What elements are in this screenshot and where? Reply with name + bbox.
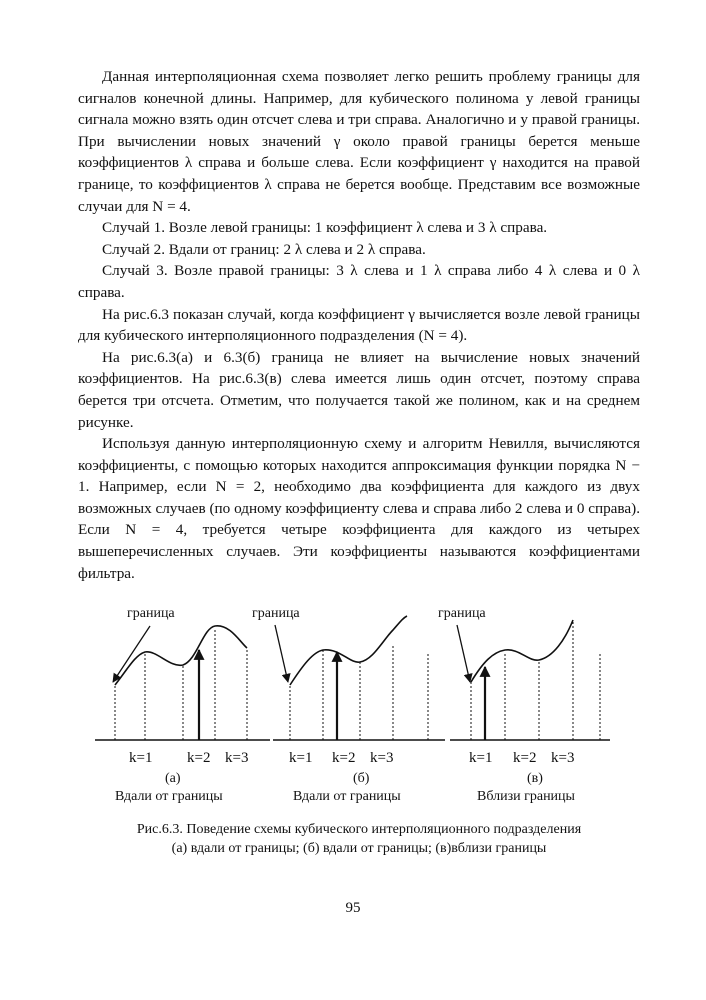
caption-line-1: Рис.6.3. Поведение схемы кубического интерполяционного подразделения [136,822,582,837]
paragraph-figure-ref: На рис.6.3 показан случай, когда коэффициент γ вычисляется возле левой границы для кубического интерполяционного подразделения (N = 4). [78,305,640,345]
figure-6-3 [95,600,615,810]
caption-line-2: (а) вдали от границы; (б) вдали от границы; (в)вблизи границы [171,841,547,856]
panel-title: Вдали от границы [115,789,223,804]
interpolation-curve [290,616,407,685]
border-label: граница [252,606,300,621]
figure-svg [95,600,615,810]
border-pointer [113,626,150,682]
panel-letter: (б) [353,771,370,786]
paragraph-case-2: Случай 2. Вдали от границ: 2 λ слева и 2 λ справа. [102,240,426,258]
body-text [78,66,640,584]
paragraph-case-1: Случай 1. Возле левой границы: 1 коэффициент λ слева и 3 λ справа. [102,219,548,237]
k-label: k=2 [513,750,537,766]
paragraph-neville: Используя данную интерполяционную схему и алгоритм Невилля, вычисляются коэффициенты, с помощью которых находится аппроксимация функции порядка N − 1. Например, если N = 2, необходимо два коэффициента для каждого из двух возможных случаев (по одному коэффициенту слева и справа либо 2 слева и 0 справа). Если N = 4, требуется четыре коэффициента для каждого из четырех вышеперечисленных случаев. Эти коэффициенты называются коэффициентами фильтра. [78,435,640,582]
panel-b [252,606,445,804]
panel-letter: (в) [527,771,543,786]
border-label: граница [438,606,486,621]
border-pointer [457,625,470,682]
border-label: граница [127,606,175,621]
panel-a [95,606,270,804]
paragraph-case-3: Случай 3. Возле правой границы: 3 λ слева и 1 λ справа либо 4 λ слева и 0 λ справа. [78,262,640,301]
k-label: k=3 [225,750,249,766]
k-label: k=1 [129,750,153,766]
k-label: k=2 [332,750,356,766]
k-label: k=1 [289,750,313,766]
page-number: 95 [345,900,361,916]
panel-title: Вдали от границы [293,789,401,804]
panel-title: Вблизи границы [477,789,575,804]
interpolation-curve [471,620,573,682]
paragraph-intro: Данная интерполяционная схема позволяет легко решить проблему границы для сигналов конечной длины. Например, для кубического полинома у левой границы сигнала можно взять один отсчет слева и три справа. Аналогично и у правой границы. При вычислении новых значений γ около правой границы берется меньше коэффициентов λ справа и больше слева. Если коэффициент γ находится на правой границе, то коэффициентов λ справа не берется вообще. Представим все возможные случаи для N = 4. [78,68,640,215]
k-label: k=1 [469,750,493,766]
k-label: k=3 [370,750,394,766]
figure-caption [78,820,640,858]
paragraph-figure-explanation: На рис.6.3(а) и 6.3(б) граница не влияет на вычисление новых значений коэффициентов. На рис.6.3(в) слева имеется лишь один отсчет, поэтому справа берется три отсчета. Отметим, что получается такой же полином, как и на среднем рисунке. [78,348,640,431]
k-label: k=2 [187,750,211,766]
panel-letter: (а) [165,771,181,786]
panel-c [438,606,610,804]
interpolation-curve [115,626,247,685]
border-pointer [275,625,288,682]
k-label: k=3 [551,750,575,766]
